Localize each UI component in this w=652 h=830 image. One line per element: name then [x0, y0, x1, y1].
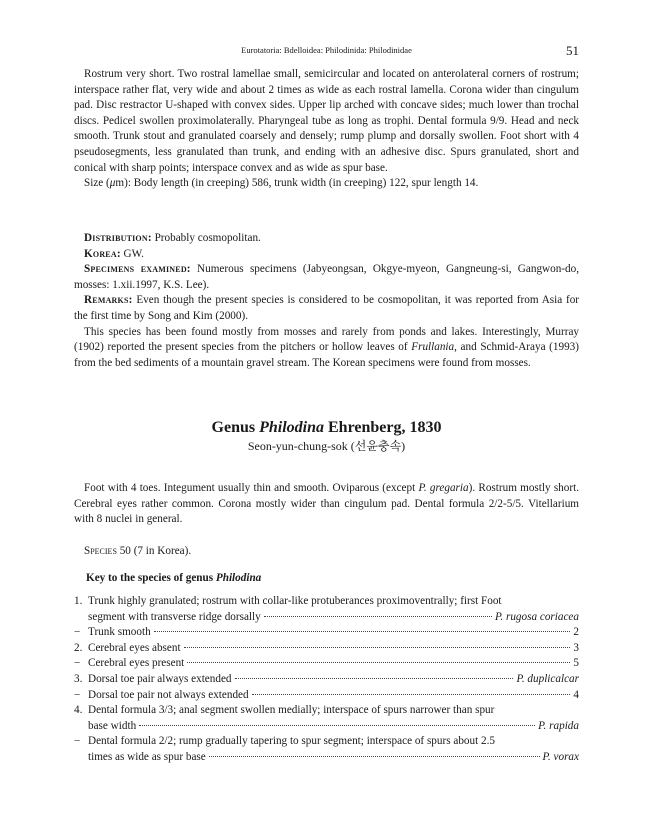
genus-desc-a: Foot with 4 toes. Integument usually thin and smooth. Oviparous (except	[84, 482, 416, 494]
key-entry-result: P. vorax	[542, 750, 579, 763]
key-entry-line	[88, 672, 579, 688]
key-entry-line	[88, 656, 579, 672]
species-count: 50 (7 in Korea).	[119, 545, 192, 557]
key-leader-dots	[139, 725, 535, 726]
key-entry-text: Dorsal toe pair always extended	[88, 672, 232, 685]
key-entry-line	[88, 625, 579, 641]
key-heading-genus: Philodina	[215, 572, 262, 584]
species-info	[74, 231, 579, 371]
species-key	[74, 594, 579, 766]
key-leader-dots	[209, 756, 540, 757]
key-entry-line	[88, 703, 579, 719]
key-leader-dots	[184, 647, 571, 648]
remarks-text: Even though the present species is considered to be cosmopolitan, it was reported from Asia for the first time by Song and Kim (2000).	[74, 294, 580, 322]
remarks-line	[74, 293, 579, 324]
key-entry	[74, 656, 579, 672]
key-entry-result: P. rapida	[538, 719, 579, 732]
genus-title-name: Philodina	[259, 419, 324, 436]
key-entry-text: Cerebral eyes present	[88, 657, 185, 670]
key-entry	[74, 625, 579, 641]
species-label: Species	[84, 545, 117, 557]
remarks2-b: , and Schmid-Araya (1993) from the bed sediments of a mountain gravel stream. The Korean specimens were found from mosses.	[74, 341, 579, 369]
key-entry	[74, 703, 579, 734]
distribution-line	[74, 231, 579, 247]
key-entry-text: Dental formula 2/2; rump gradually tapering to spur segment; interspace of spurs about 2.5	[88, 735, 495, 748]
key-entry-text: Trunk smooth	[88, 626, 151, 639]
key-entry-number: −	[74, 688, 81, 701]
genus-desc-b: ). Rostrum mostly short. Cerebral eyes rather common. Corona mostly wider than cingulum pad. Dental formula 2/2-5/5. Vitellarium with 8 nuclei in general.	[74, 482, 579, 526]
key-leader-dots	[264, 616, 492, 617]
genus-title	[74, 419, 579, 437]
key-entry-text: Dental formula 3/3; anal segment swollen medially; interspace of spurs narrower than spur	[88, 704, 495, 717]
key-entry-text: segment with transverse ridge dorsally	[88, 610, 261, 623]
key-entry-line	[88, 688, 579, 704]
key-entry-text: base width	[88, 719, 137, 732]
species-count-line	[74, 544, 579, 560]
genus-korean-name: Seon-yun-chung-sok (선윤충속)	[247, 439, 406, 453]
key-entry-text: Dorsal toe pair not always extended	[88, 688, 249, 701]
key-entry-number: 1.	[74, 595, 83, 607]
key-entry-result: P. duplicalcar	[516, 672, 579, 685]
key-entry-result: 3	[573, 641, 579, 654]
size-prefix: Size (	[84, 177, 110, 190]
key-entry-line	[88, 719, 579, 735]
genus-desc-species: P. gregaria	[418, 482, 469, 494]
specimens-line	[74, 262, 579, 293]
key-entry-text: times as wide as spur base	[88, 750, 206, 763]
key-entry-line	[88, 734, 579, 750]
key-entry	[74, 734, 579, 765]
key-leader-dots	[187, 662, 570, 663]
key-entry	[74, 672, 579, 688]
page-number: 51	[566, 43, 579, 58]
key-entry-line	[88, 610, 579, 626]
key-entry	[74, 594, 579, 625]
key-leader-dots	[252, 694, 571, 695]
specimens-label: Specimens examined:	[84, 263, 191, 276]
key-entry-result: P. rugosa coriacea	[494, 610, 579, 623]
genus-description	[74, 481, 579, 528]
specimens-text: Numerous specimens (Jabyeongsan, Okgye-myeon, Gangneung-si, Gangwon-do, mosses: 1.xii.1997, K.S. Lee).	[74, 263, 580, 291]
key-entry-number: 3.	[74, 672, 83, 685]
key-entry-result: 5	[573, 657, 579, 670]
key-entry-text: Trunk highly granulated; rostrum with collar-like protuberances proximoventrally; first Foot	[88, 595, 502, 607]
key-entry-line	[88, 750, 579, 766]
key-entry-number: 2.	[74, 641, 83, 654]
key-entry-line	[88, 641, 579, 657]
remarks-label: Remarks:	[84, 294, 133, 307]
key-entry-result: 4	[573, 688, 579, 701]
remarks-paragraph-2	[74, 325, 579, 372]
size-paragraph	[74, 176, 579, 192]
key-leader-dots	[154, 631, 571, 632]
distribution-label: Distribution:	[84, 232, 152, 244]
remarks2-a: This species has been found mostly from mosses and rarely from ponds and lakes. Interestingly, Murray (1902) reported the present species from the pitchers or hollow leaves of	[74, 325, 579, 354]
key-entry	[74, 641, 579, 657]
key-heading	[86, 572, 261, 584]
key-entry-line	[88, 594, 579, 610]
size-unit: μ	[109, 177, 116, 190]
size-rest: m): Body length (in creeping) 586, trunk width (in creeping) 122, spur length 14.	[115, 177, 479, 190]
key-entry-result: 2	[573, 626, 579, 639]
description-paragraph: Rostrum very short. Two rostral lamellae small, semicircular and located on anterolateral corners of rostrum; interspace rather flat, very wide and about 2 times as wide as each rostral lamella. Corona wider than cingulum pad. Disc restractor U-shaped with convex sides. Upper lip arched with concave sides; much lower than trochal discs. Pedicel swollen proximolaterally. Pharyngeal tube as long as trophi. Dental formula 9/9. Head and neck smooth. Trunk stout and granulated coarsely and densely; rump plump and dorsally swollen. Foot short with 4 pseudosegments, less granulated than trunk, and ending with an adhesive disc. Spurs granulated, short and conical with sharp points; interspace convex and as wide as spur base.	[74, 68, 579, 174]
genus-title-prefix: Genus	[211, 419, 256, 436]
distribution-text: Probably cosmopolitan.	[154, 232, 261, 244]
running-head: Eurotatoria: Bdelloidea: Philodinida: Philodinidae	[241, 45, 412, 55]
key-entry	[74, 688, 579, 704]
key-entry-number: −	[74, 657, 81, 670]
korea-line	[74, 247, 579, 263]
genus-description-paragraph	[74, 481, 579, 528]
key-entry-number: −	[74, 626, 81, 639]
key-heading-prefix: Key to the species of genus	[86, 572, 214, 584]
key-entry-text: Cerebral eyes absent	[88, 641, 181, 654]
key-entry-number: −	[74, 735, 81, 748]
key-leader-dots	[235, 678, 514, 679]
key-entry-number: 4.	[74, 704, 83, 717]
korea-text: GW.	[123, 247, 144, 260]
remarks2-genus: Frullania	[411, 341, 455, 354]
genus-title-author: Ehrenberg, 1830	[328, 419, 442, 436]
species-description	[74, 67, 579, 192]
korea-label: Korea:	[84, 247, 121, 260]
